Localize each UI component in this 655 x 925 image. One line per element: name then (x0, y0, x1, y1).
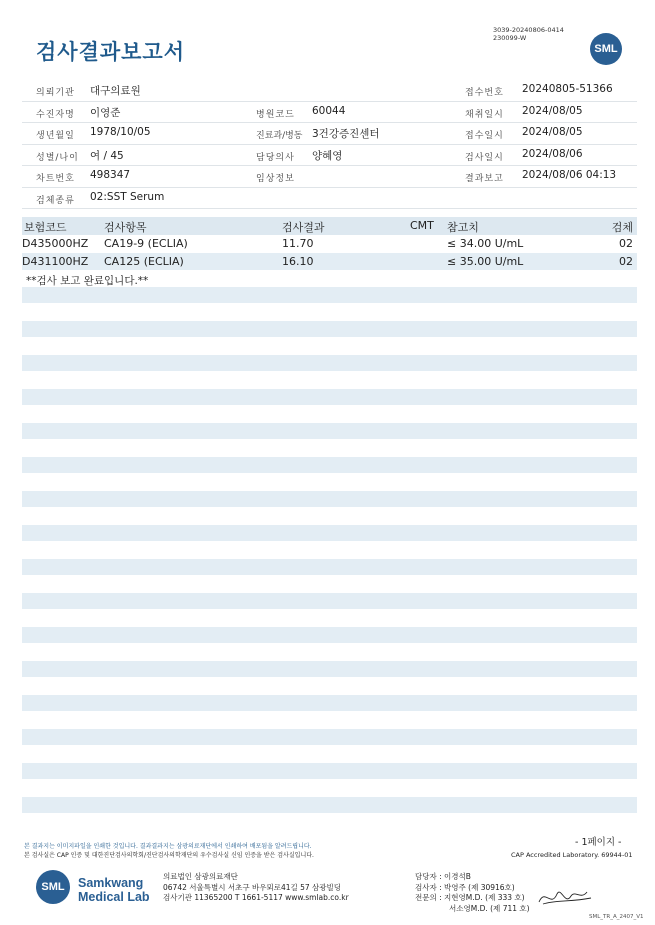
row-ref: ≤ 34.00 U/mL (447, 237, 524, 250)
table-header (22, 217, 637, 235)
logo-line1: Samkwang (78, 876, 144, 890)
collected-value: 2024/08/05 (522, 104, 583, 117)
info-row-3 (22, 123, 637, 145)
info-row-5 (22, 166, 637, 188)
row-specimen: 02 (619, 237, 633, 250)
institution-value: 대구의료원 (90, 85, 141, 97)
row-item: CA19-9 (ECLIA) (104, 237, 188, 250)
row-code: D431100HZ (22, 254, 89, 268)
dept-value: 3건강증진센터 (312, 128, 380, 140)
row-result: 11.70 (282, 237, 314, 250)
address-line1: 의료법인 삼광의료재단 (163, 872, 238, 881)
row-specimen: 02 (619, 254, 633, 268)
empty-row-stripe (22, 491, 637, 507)
hospital-code-label: 병원코드 (256, 109, 295, 120)
col-ref-header: 참고치 (447, 221, 479, 234)
footer-logo-icon: SML (36, 870, 70, 904)
dob-label: 생년월일 (36, 131, 75, 141)
certification-notice: 본 검사실은 CAP 인증 및 대한진단검사의학회/진단검사의학재단의 우수검사실 신임 인증을 받은 검사실입니다. (24, 852, 314, 859)
hospital-code-value: 60044 (312, 104, 346, 117)
logo-line2: Medical Lab (78, 890, 150, 904)
info-row-1 (22, 80, 637, 102)
staff-line2: 검사자 : 박영주 (제 30916호) (415, 882, 515, 892)
empty-row-stripe (22, 593, 637, 609)
institution-label: 의뢰기관 (36, 88, 75, 98)
row-result: 16.10 (282, 254, 314, 268)
empty-row-stripe (22, 695, 637, 711)
tested-value: 2024/08/06 (522, 147, 583, 160)
col-result-header: 검사결과 (282, 221, 325, 234)
address-line3: 검사기관 11365200 T 1661-5117 www.smlab.co.kr (163, 893, 349, 902)
empty-row-stripe (22, 389, 637, 405)
row-ref: ≤ 35.00 U/mL (447, 254, 524, 268)
sex-age-value: 여 / 45 (90, 149, 124, 162)
received-label: 접수일시 (465, 131, 504, 141)
reported-value: 2024/08/06 04:13 (522, 169, 617, 181)
signature-image (535, 880, 595, 912)
patient-info-block (22, 80, 637, 209)
col-item-header: 검사항목 (104, 221, 147, 234)
info-row-4 (22, 145, 637, 167)
empty-row-stripe (22, 797, 637, 813)
staff-line3: 전문의 : 지현영M.D. (제 333 호) (415, 893, 525, 902)
print-notice: 본 결과지는 이미지파일을 인쇄한 것입니다. 결과결과지는 삼광의료재단에서 인쇄하여 배포됨을 알려드립니다. (24, 843, 312, 850)
doctor-label: 담당의사 (256, 152, 295, 163)
specimen-value: 02:SST Serum (90, 190, 165, 203)
patient-value: 이영준 (90, 106, 121, 119)
table-row (22, 235, 637, 253)
sex-age-label: 성별/나이 (36, 152, 79, 163)
staff-list (415, 872, 530, 914)
chart-no-label: 차트번호 (36, 174, 75, 184)
tested-label: 검사일시 (465, 152, 504, 163)
document-id-line1: 3039-20240806-0414 (493, 26, 564, 34)
empty-row-stripe (22, 321, 637, 337)
lab-address (163, 872, 349, 904)
document-id (493, 26, 564, 42)
collected-label: 채취일시 (465, 109, 504, 120)
empty-row-stripe (22, 423, 637, 439)
footer-logo-text (78, 876, 150, 904)
result-table (22, 217, 637, 270)
page-number: - 1페이지 - (575, 837, 622, 848)
empty-row-stripe (22, 287, 637, 303)
chart-no-value: 498347 (90, 169, 131, 181)
receipt-no-label: 접수번호 (465, 88, 504, 98)
empty-row-stripe (22, 627, 637, 643)
row-item: CA125 (ECLIA) (104, 254, 184, 268)
reported-label: 결과보고 (465, 174, 504, 184)
empty-row-stripe (22, 559, 637, 575)
row-code: D435000HZ (22, 237, 89, 250)
document-id-line2: 230099-W (493, 34, 527, 42)
empty-row-stripe (22, 457, 637, 473)
empty-row-stripe (22, 729, 637, 745)
receipt-no-value: 20240805-51366 (522, 83, 613, 95)
page-title: 검사결과보고서 (36, 40, 186, 64)
staff-line1: 담당자 : 이경석B (415, 872, 471, 881)
info-row-2 (22, 102, 637, 124)
empty-row-stripe (22, 525, 637, 541)
address-line2: 06742 서울특별시 서초구 바우뫼로41길 57 삼광빌딩 (163, 882, 342, 892)
info-row-6 (22, 188, 637, 210)
received-value: 2024/08/05 (522, 126, 583, 138)
table-row (22, 253, 637, 271)
empty-row-stripe (22, 661, 637, 677)
staff-line4: 서소영M.D. (제 711 호) (449, 903, 530, 913)
col-specimen-header: 검체 (611, 221, 633, 234)
form-version: SML_TR_A_2407_V1 (589, 914, 644, 920)
dob-value: 1978/10/05 (90, 126, 151, 138)
completion-note: **검사 보고 완료입니다.** (26, 275, 149, 287)
sml-logo: SML (590, 33, 622, 65)
col-cmt-header: CMT (410, 219, 434, 232)
doctor-value: 양혜영 (312, 149, 343, 162)
dept-label: 진료과/병동 (256, 131, 303, 141)
specimen-label: 검체종류 (36, 195, 75, 206)
patient-label: 수진자명 (36, 109, 75, 120)
empty-row-stripe (22, 355, 637, 371)
clinical-label: 임상정보 (256, 174, 295, 184)
col-code-header: 보험코드 (24, 221, 67, 234)
empty-row-stripe (22, 763, 637, 779)
cap-accreditation: CAP Accredited Laboratory. 69944-01 (511, 851, 633, 859)
